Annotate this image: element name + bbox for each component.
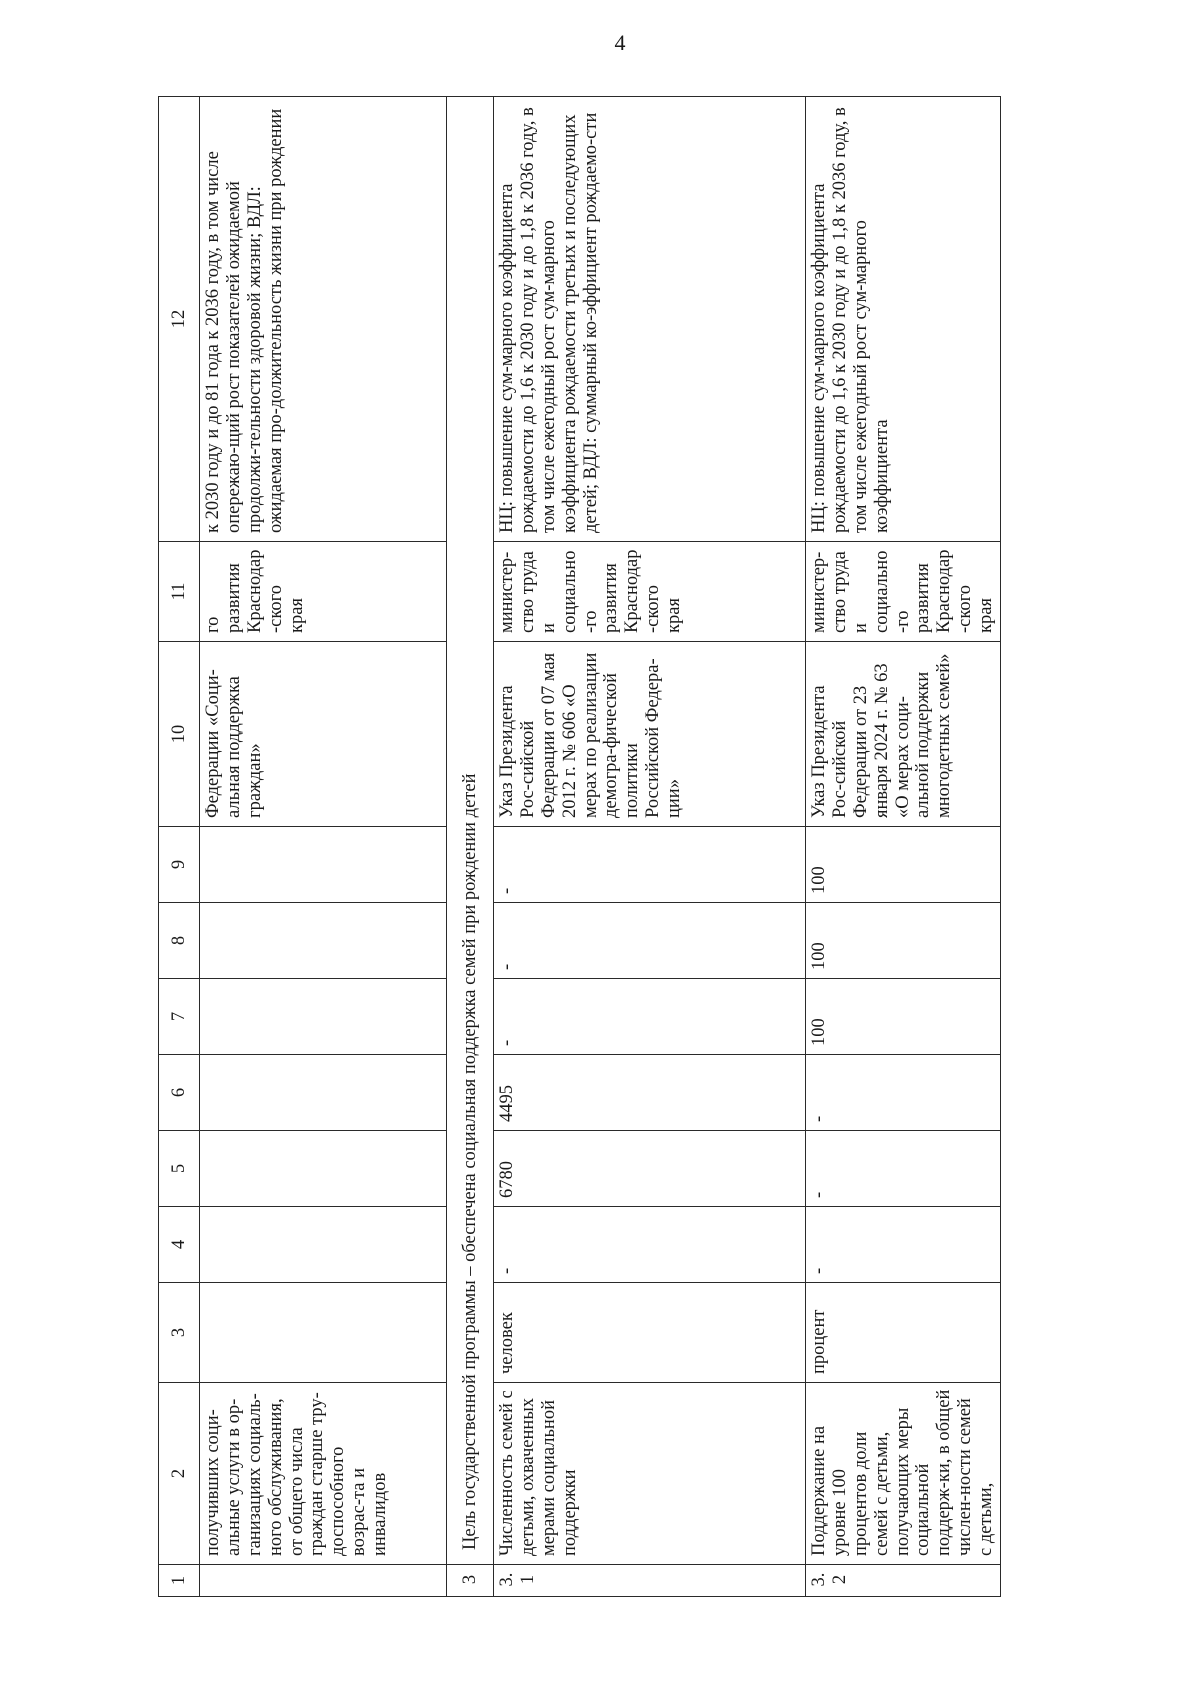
cell-value-4: - <box>806 1207 1001 1283</box>
cell-unit: человек <box>494 1283 806 1383</box>
cell-unit <box>200 1283 447 1383</box>
cell-unit: процент <box>806 1283 1001 1383</box>
cell-value-7: - <box>494 979 806 1055</box>
cell-value-5: - <box>806 1131 1001 1207</box>
cell-responsible: министер-ство труда и социально-го развития Краснодар-ского края <box>806 542 1001 642</box>
cell-number <box>200 1565 447 1597</box>
cell-value-6 <box>200 1055 447 1131</box>
indicators-table <box>158 96 1001 1597</box>
page-number: 4 <box>614 30 626 55</box>
header-cell-1: 1 <box>159 1565 200 1597</box>
header-cell-2: 2 <box>159 1383 200 1565</box>
cell-indicator-name: Численность семей с детьми, охваченных мерами социальной поддержки <box>494 1383 806 1565</box>
cell-value-5 <box>200 1131 447 1207</box>
cell-value-6: - <box>806 1055 1001 1131</box>
cell-value-4 <box>200 1207 447 1283</box>
cell-number: 3.1 <box>494 1565 806 1597</box>
cell-number: 3.2 <box>806 1565 1001 1597</box>
cell-responsible: министер-ство труда и социально-го развития Краснодар-ского края <box>494 542 806 642</box>
goal-text: Цель государственной программы – обеспечена социальная поддержка семей при рождении детей <box>447 97 494 1565</box>
cell-value-7 <box>200 979 447 1055</box>
cell-responsible: го развития Краснодар-ского края <box>200 542 447 642</box>
table-row-3-1 <box>494 97 806 1597</box>
goal-number: 3 <box>447 1565 494 1597</box>
cell-document: Указ Президента Рос-сийской Федерации от 23 января 2024 г. № 63 «О мерах соци-альной поддержки многодетных семей» <box>806 642 1001 827</box>
cell-document: Указ Президента Рос-сийской Федерации от 07 мая 2012 г. № 606 «О мерах по реализации демогра-фической политики Российской Федера-ции» <box>494 642 806 827</box>
cell-value-8: 100 <box>806 903 1001 979</box>
header-row <box>159 97 200 1597</box>
cell-value-9: - <box>494 827 806 903</box>
cell-national-goal: НЦ: повышение сум-марного коэффициента рождаемости до 1,6 к 2030 году и до 1,8 к 2036 году, в том числе ежегодный рост сум-марного коэффициента рождаемости третьих и последующих детей; ВДЛ: суммарный ко-эффициент рождаемо-сти <box>494 97 806 542</box>
header-cell-6: 6 <box>159 1055 200 1131</box>
header-cell-10: 10 <box>159 642 200 827</box>
header-cell-9: 9 <box>159 827 200 903</box>
table-row-goal <box>447 97 494 1597</box>
header-cell-8: 8 <box>159 903 200 979</box>
cell-value-8: - <box>494 903 806 979</box>
header-cell-5: 5 <box>159 1131 200 1207</box>
table-row-3-2 <box>806 97 1001 1597</box>
cell-value-4: - <box>494 1207 806 1283</box>
cell-indicator-name: Поддержание на уровне 100 процентов доли семей с детьми, получающих меры социальной поддерж-ки, в общей числен-ности семей с детьми, <box>806 1383 1001 1565</box>
header-cell-4: 4 <box>159 1207 200 1283</box>
cell-value-5: 6780 <box>494 1131 806 1207</box>
header-cell-11: 11 <box>159 542 200 642</box>
table-row-continuation <box>200 97 447 1597</box>
cell-national-goal: НЦ: повышение сум-марного коэффициента рождаемости до 1,6 к 2030 году и до 1,8 к 2036 году, в том числе ежегодный рост сум-марного коэффициента <box>806 97 1001 542</box>
header-cell-3: 3 <box>159 1283 200 1383</box>
header-cell-12: 12 <box>159 97 200 542</box>
cell-national-goal: к 2030 году и до 81 года к 2036 году, в том числе опережаю-щий рост показателей ожидаемой продолжи-тельности здоровой жизни; ВДЛ: ожидаемая про-должительность жизни при рождении <box>200 97 447 542</box>
cell-value-9: 100 <box>806 827 1001 903</box>
cell-value-9 <box>200 827 447 903</box>
cell-document: Федерации «Соци-альная поддержка граждан» <box>200 642 447 827</box>
cell-value-8 <box>200 903 447 979</box>
cell-value-6: 4495 <box>494 1055 806 1131</box>
rotated-table-container <box>158 97 1128 1597</box>
cell-indicator-name: получивших соци-альные услуги в ор-ганизациях социаль-ного обслуживания, от общего числа граждан старше тру-доспособного возрас-та и инвалидов <box>200 1383 447 1565</box>
cell-value-7: 100 <box>806 979 1001 1055</box>
header-cell-7: 7 <box>159 979 200 1055</box>
